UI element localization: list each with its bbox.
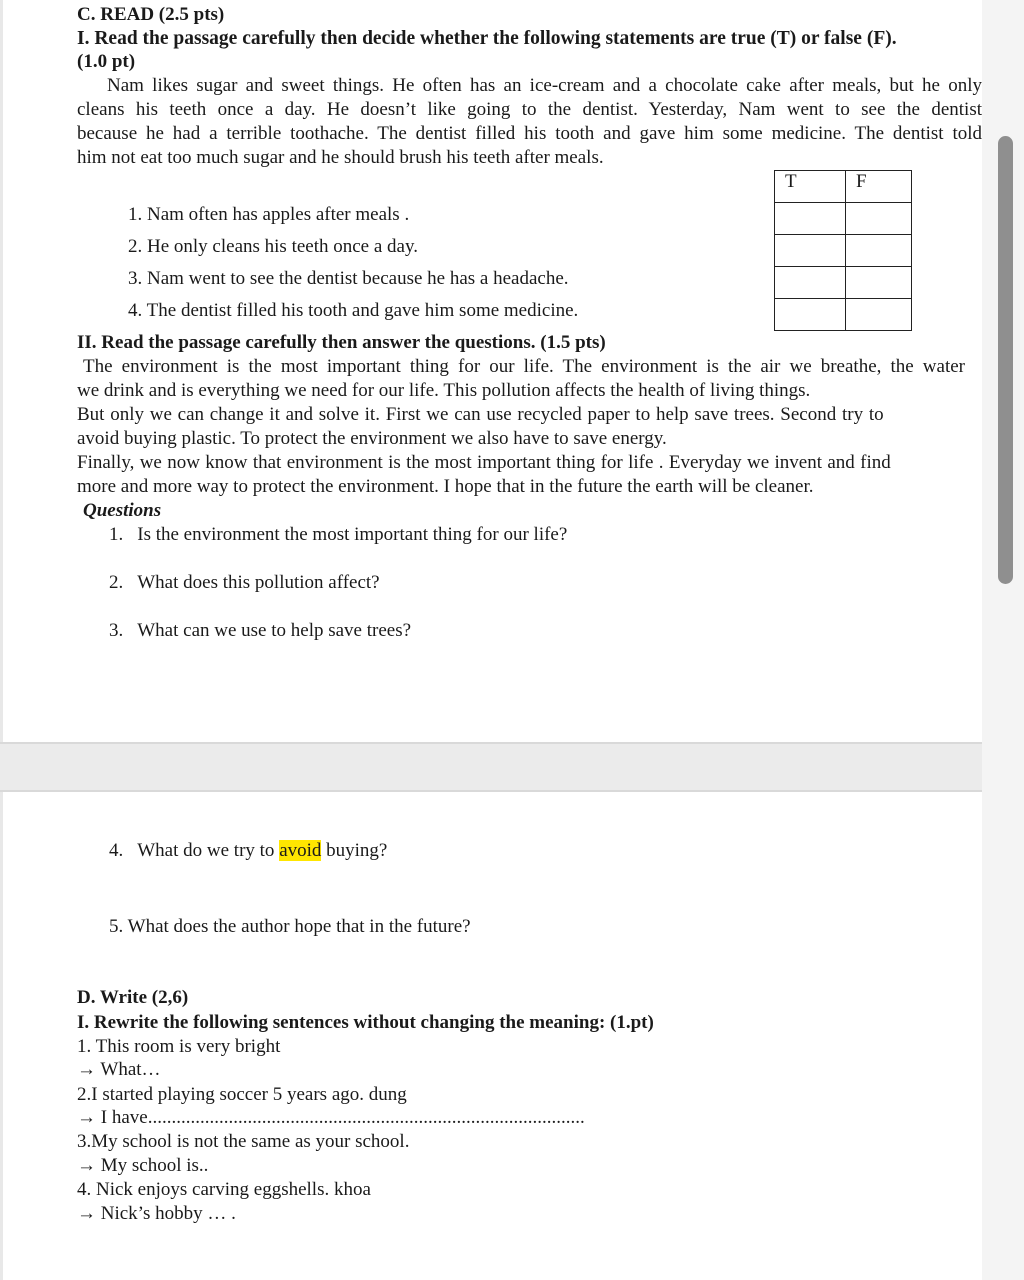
question-item (109, 620, 411, 642)
rewrite-line: 4. Nick enjoys carving eggshells. khoa (77, 1179, 371, 1200)
rewrite-line: 3.My school is not the same as your school. (77, 1131, 410, 1152)
page-break (0, 742, 982, 792)
section-d-heading: I. Rewrite the following sentences without changing the meaning: (1.pt) (77, 1012, 654, 1033)
answer-cell[interactable] (846, 267, 912, 299)
answer-cell[interactable] (846, 299, 912, 331)
statement-item: 1. Nam often has apples after meals . (128, 204, 410, 225)
statement-item: 3. Nam went to see the dentist because he has a headache. (128, 268, 569, 289)
rewrite-line: → I have............................................................................................ (77, 1107, 585, 1128)
question-text: What does this pollution affect? (137, 572, 380, 593)
answer-cell[interactable] (775, 299, 846, 331)
true-false-table (774, 170, 912, 331)
passage1-line: him not eat too much sugar and he should brush his teeth after meals. (77, 147, 604, 168)
table-header-row (775, 171, 912, 203)
statement-item: 2. He only cleans his teeth once a day. (128, 236, 419, 257)
part1-heading: I. Read the passage carefully then decide whether the following statements are true (T) or false (F). (77, 28, 897, 49)
table-row (775, 299, 912, 331)
question-text: buying? (321, 840, 388, 861)
highlighted-word: avoid (279, 840, 322, 861)
table-row (775, 235, 912, 267)
section-c-title: C. READ (2.5 pts) (77, 4, 225, 25)
passage1-line: because he had a terrible toothache. The dentist filled his tooth and gave him some medicine. The dentist told (77, 123, 982, 144)
scrollbar-thumb[interactable] (998, 136, 1013, 584)
question-text: What do we try to (137, 840, 280, 861)
passage2-line: But only we can change it and solve it. First we can use recycled paper to help save trees. Second try to (77, 404, 884, 425)
question-item (109, 572, 380, 594)
answer-cell[interactable] (775, 235, 846, 267)
rewrite-line: → What… (77, 1059, 161, 1080)
question-number: 2. (109, 572, 124, 593)
passage1-line: Nam likes sugar and sweet things. He often has an ice-cream and a chocolate cake after meals, but he only (107, 75, 982, 96)
answer-cell[interactable] (846, 203, 912, 235)
question-number: 1. (109, 524, 124, 545)
rewrite-line: → Nick’s hobby … . (77, 1203, 236, 1224)
rewrite-line: 1. This room is very bright (77, 1036, 281, 1057)
passage2-line: Finally, we now know that environment is the most important thing for life . Everyday we invent and find (77, 452, 891, 473)
question-number: 3. (109, 620, 124, 641)
part1-heading-points: (1.0 pt) (77, 51, 136, 72)
part2-heading: II. Read the passage carefully then answer the questions. (1.5 pts) (77, 332, 606, 353)
section-d-title: D. Write (2,6) (77, 987, 189, 1008)
question-text: Is the environment the most important thing for our life? (137, 524, 568, 545)
table-row (775, 267, 912, 299)
answer-cell[interactable] (775, 203, 846, 235)
passage2-line: more and more way to protect the environment. I hope that in the future the earth will be cleaner. (77, 476, 814, 497)
header-true: T (775, 171, 846, 203)
passage2-line: we drink and is everything we need for our life. This pollution affects the health of living things. (77, 380, 811, 401)
question-item: 5. What does the author hope that in the future? (109, 916, 471, 937)
question-number: 4. (109, 840, 124, 861)
questions-label: Questions (83, 500, 162, 521)
passage1-line: cleans his teeth once a day. He doesn’t like going to the dentist. Yesterday, Nam went to see the dentist (77, 99, 982, 120)
table-row (775, 203, 912, 235)
question-text: What can we use to help save trees? (137, 620, 412, 641)
passage2-line: avoid buying plastic. To protect the environment we also have to save energy. (77, 428, 667, 449)
passage2-line: The environment is the most important thing for our life. The environment is the air we breathe, the water (83, 356, 965, 377)
question-item (109, 840, 387, 862)
answer-cell[interactable] (775, 267, 846, 299)
rewrite-line: → My school is.. (77, 1155, 209, 1176)
header-false: F (846, 171, 912, 203)
rewrite-line: 2.I started playing soccer 5 years ago. dung (77, 1084, 407, 1105)
page-left-edge (0, 0, 3, 1280)
answer-cell[interactable] (846, 235, 912, 267)
statement-item: 4. The dentist filled his tooth and gave him some medicine. (128, 300, 579, 321)
question-item (109, 524, 567, 546)
